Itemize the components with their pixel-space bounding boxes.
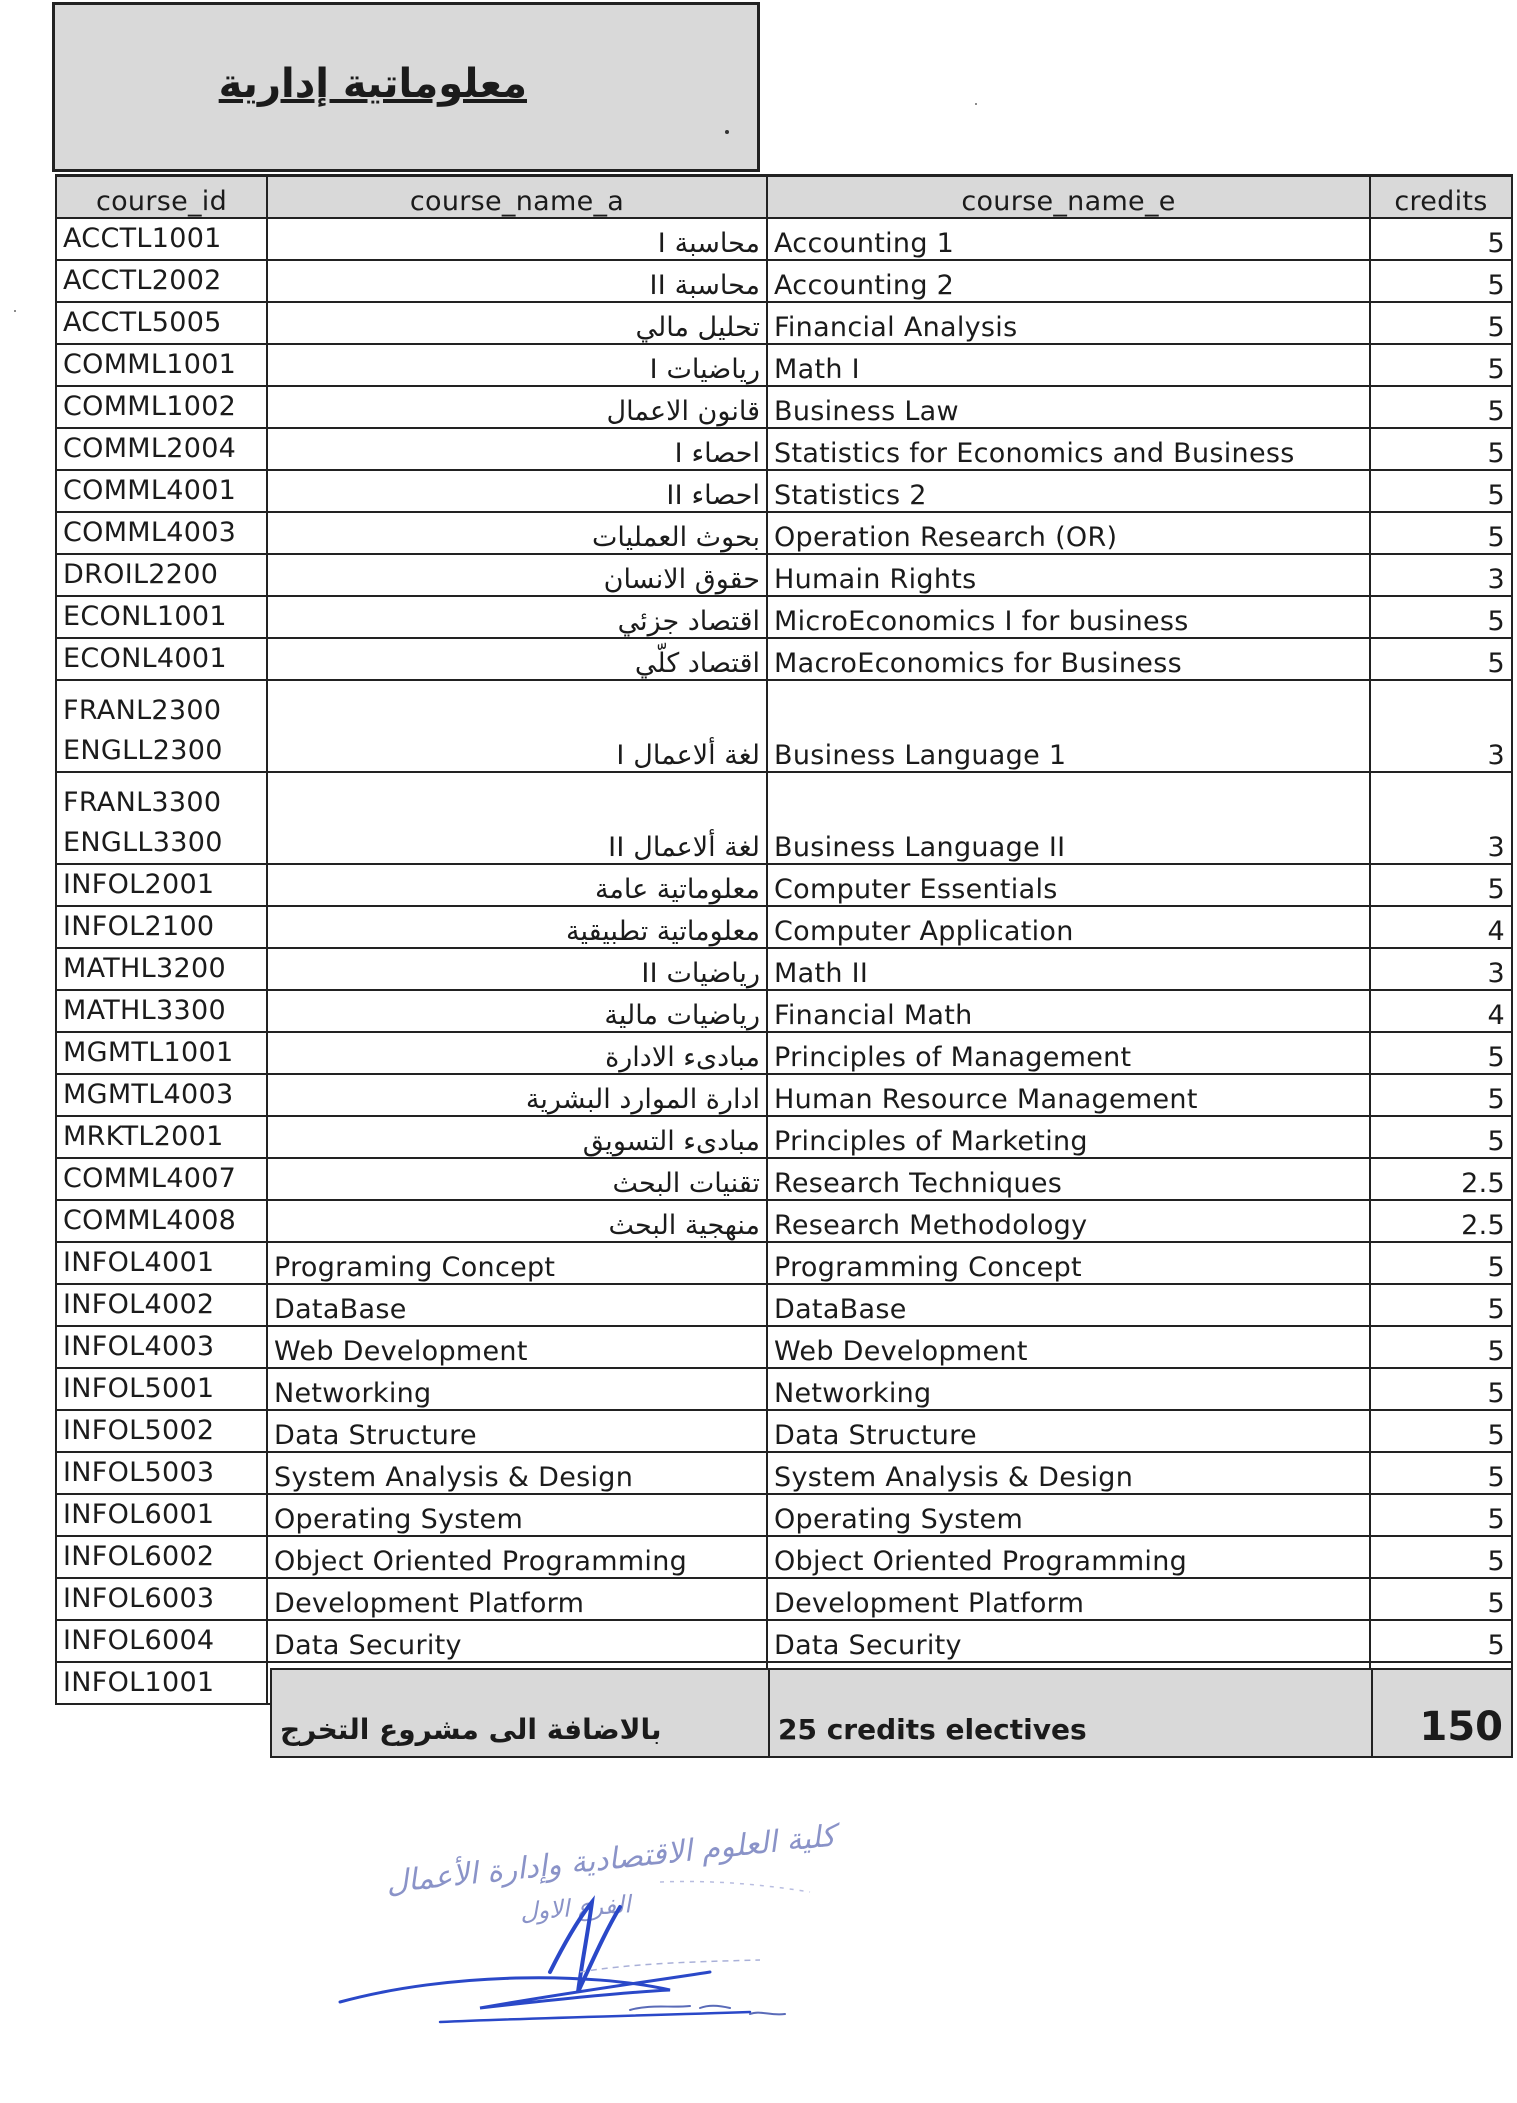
course-id: FRANL2300 xyxy=(63,694,222,726)
course-id: INFOL6002 xyxy=(63,1540,215,1572)
table-row xyxy=(56,1452,1512,1494)
course-id-cell xyxy=(56,1620,267,1662)
course-credits: 3 xyxy=(1370,772,1512,864)
course-name-english: Development Platform xyxy=(767,1578,1370,1620)
table-row xyxy=(56,680,1512,772)
course-id-cell xyxy=(56,470,267,512)
table-row xyxy=(56,1032,1512,1074)
course-name-arabic: حقوق الانسان xyxy=(267,554,767,596)
stamp-institution-text: كلية العلوم الاقتصادية وإدارة الأعمال xyxy=(384,1818,838,1901)
course-id-cell xyxy=(56,1284,267,1326)
course-credits: 3 xyxy=(1370,680,1512,772)
table-row xyxy=(56,1368,1512,1410)
course-id-cell xyxy=(56,218,267,260)
course-name-arabic: احصاء II xyxy=(267,470,767,512)
course-id-cell xyxy=(56,906,267,948)
course-name-arabic: System Analysis & Design xyxy=(267,1452,767,1494)
course-credits: 2.5 xyxy=(1370,1200,1512,1242)
course-name-arabic: محاسبة II xyxy=(267,260,767,302)
course-credits: 3 xyxy=(1370,554,1512,596)
header-course-name-e: course_name_e xyxy=(767,176,1370,218)
table-header-row xyxy=(56,176,1512,218)
course-id: INFOL4002 xyxy=(63,1288,215,1320)
table-row xyxy=(56,948,1512,990)
course-credits: 4 xyxy=(1370,990,1512,1032)
course-name-arabic: احصاء I xyxy=(267,428,767,470)
course-credits: 5 xyxy=(1370,260,1512,302)
course-name-english: Data Security xyxy=(767,1620,1370,1662)
course-id-cell xyxy=(56,1242,267,1284)
course-id-cell xyxy=(56,1158,267,1200)
course-name-arabic: Programing Concept xyxy=(267,1242,767,1284)
course-credits: 2.5 xyxy=(1370,1158,1512,1200)
course-id-cell xyxy=(56,772,267,864)
course-name-arabic: Object Oriented Programming xyxy=(267,1536,767,1578)
course-name-english: MacroEconomics for Business xyxy=(767,638,1370,680)
course-name-english: Financial Math xyxy=(767,990,1370,1032)
course-name-english: Research Methodology xyxy=(767,1200,1370,1242)
graduation-project-note: بالاضافة الى مشروع التخرج xyxy=(271,1669,769,1757)
course-id: ENGLL3300 xyxy=(63,826,223,858)
course-name-english: Statistics for Economics and Business xyxy=(767,428,1370,470)
course-id: INFOL2100 xyxy=(63,910,215,942)
course-credits: 5 xyxy=(1370,1494,1512,1536)
course-name-english: Principles of Management xyxy=(767,1032,1370,1074)
table-row xyxy=(56,386,1512,428)
course-credits: 5 xyxy=(1370,1326,1512,1368)
course-name-english: Computer Essentials xyxy=(767,864,1370,906)
course-id: COMML4003 xyxy=(63,516,237,548)
course-id-cell xyxy=(56,428,267,470)
course-id-cell xyxy=(56,1494,267,1536)
table-body xyxy=(56,218,1512,1704)
course-name-arabic: بحوث العمليات xyxy=(267,512,767,554)
decorative-dot xyxy=(725,130,729,134)
course-credits: 5 xyxy=(1370,1074,1512,1116)
course-id: INFOL5002 xyxy=(63,1414,215,1446)
course-id: INFOL4001 xyxy=(63,1246,215,1278)
course-id-cell xyxy=(56,990,267,1032)
course-name-english: Research Techniques xyxy=(767,1158,1370,1200)
course-id-cell xyxy=(56,386,267,428)
course-id: MGMTL4003 xyxy=(63,1078,234,1110)
table-row xyxy=(56,990,1512,1032)
table-row xyxy=(56,1158,1512,1200)
course-name-arabic: اقتصاد جزئي xyxy=(267,596,767,638)
course-id: ENGLL2300 xyxy=(63,734,223,766)
course-id: INFOL5003 xyxy=(63,1456,215,1488)
course-credits: 5 xyxy=(1370,864,1512,906)
course-id-cell xyxy=(56,260,267,302)
course-id: ACCTL1001 xyxy=(63,222,222,254)
course-id: FRANL3300 xyxy=(63,786,222,818)
course-name-english: Operating System xyxy=(767,1494,1370,1536)
course-id-cell xyxy=(56,680,267,772)
course-id-cell xyxy=(56,596,267,638)
course-credits: 5 xyxy=(1370,512,1512,554)
summary-table xyxy=(270,1668,1513,1758)
table-row xyxy=(56,1578,1512,1620)
course-credits: 5 xyxy=(1370,1116,1512,1158)
table-row xyxy=(56,1242,1512,1284)
course-credits: 5 xyxy=(1370,1032,1512,1074)
course-name-english: Business Law xyxy=(767,386,1370,428)
course-name-english: Math I xyxy=(767,344,1370,386)
course-name-arabic: Web Development xyxy=(267,1326,767,1368)
stamp-branch-text: الفرع الاول xyxy=(519,1890,632,1926)
course-credits: 5 xyxy=(1370,302,1512,344)
course-id-cell xyxy=(56,344,267,386)
table-row xyxy=(56,554,1512,596)
course-id-cell xyxy=(56,1536,267,1578)
course-name-arabic: تقنيات البحث xyxy=(267,1158,767,1200)
course-credits: 5 xyxy=(1370,1578,1512,1620)
signature-icon xyxy=(330,1822,850,2062)
header-course-name-a: course_name_a xyxy=(267,176,767,218)
course-id: ECONL1001 xyxy=(63,600,227,632)
course-credits: 5 xyxy=(1370,344,1512,386)
course-name-arabic: ادارة الموارد البشرية xyxy=(267,1074,767,1116)
course-name-arabic: مبادىء التسويق xyxy=(267,1116,767,1158)
course-credits: 5 xyxy=(1370,1620,1512,1662)
table-row xyxy=(56,864,1512,906)
course-credits: 3 xyxy=(1370,948,1512,990)
course-name-arabic: لغة ألاعمال I xyxy=(267,680,767,772)
course-credits: 4 xyxy=(1370,906,1512,948)
course-id: MATHL3300 xyxy=(63,994,226,1026)
course-name-english: Statistics 2 xyxy=(767,470,1370,512)
course-id-cell xyxy=(56,554,267,596)
page-title: معلوماتية إدارية xyxy=(218,61,527,107)
course-id: ACCTL5005 xyxy=(63,306,222,338)
course-id-cell xyxy=(56,1200,267,1242)
course-name-arabic: Data Security xyxy=(267,1620,767,1662)
summary-row xyxy=(271,1669,1512,1757)
table-row xyxy=(56,1116,1512,1158)
header-credits: credits xyxy=(1370,176,1512,218)
course-credits: 5 xyxy=(1370,1242,1512,1284)
course-id: COMML4008 xyxy=(63,1204,237,1236)
course-credits: 5 xyxy=(1370,1452,1512,1494)
course-name-english: Humain Rights xyxy=(767,554,1370,596)
stamp-signature xyxy=(330,1818,850,2062)
table-row xyxy=(56,1410,1512,1452)
electives-note: 25 credits electives xyxy=(769,1669,1372,1757)
table-row xyxy=(56,1494,1512,1536)
course-credits: 5 xyxy=(1370,638,1512,680)
course-name-arabic: Development Platform xyxy=(267,1578,767,1620)
course-name-arabic: منهجية البحث xyxy=(267,1200,767,1242)
course-id-cell xyxy=(56,302,267,344)
course-id-cell xyxy=(56,1410,267,1452)
table-row xyxy=(56,1536,1512,1578)
table-row xyxy=(56,302,1512,344)
course-name-english: Computer Application xyxy=(767,906,1370,948)
course-name-arabic: Operating System xyxy=(267,1494,767,1536)
table-row xyxy=(56,596,1512,638)
course-id: INFOL2001 xyxy=(63,868,215,900)
table-row xyxy=(56,638,1512,680)
course-id-cell xyxy=(56,948,267,990)
course-id-cell xyxy=(56,1116,267,1158)
course-name-english: Data Structure xyxy=(767,1410,1370,1452)
course-name-english: MicroEconomics I for business xyxy=(767,596,1370,638)
course-credits: 5 xyxy=(1370,1410,1512,1452)
course-credits: 5 xyxy=(1370,596,1512,638)
course-id: MATHL3200 xyxy=(63,952,226,984)
course-id: INFOL1001 xyxy=(63,1666,215,1698)
course-id: INFOL6003 xyxy=(63,1582,215,1614)
course-id-cell xyxy=(56,638,267,680)
course-id: COMML1002 xyxy=(63,390,237,422)
course-name-english: Human Resource Management xyxy=(767,1074,1370,1116)
course-id-cell xyxy=(56,864,267,906)
course-credits: 5 xyxy=(1370,1368,1512,1410)
course-id: INFOL6004 xyxy=(63,1624,215,1656)
course-name-english: System Analysis & Design xyxy=(767,1452,1370,1494)
course-name-english: Accounting 2 xyxy=(767,260,1370,302)
course-id: INFOL6001 xyxy=(63,1498,215,1530)
course-name-arabic: تحليل مالي xyxy=(267,302,767,344)
course-id: INFOL4003 xyxy=(63,1330,215,1362)
course-name-arabic: DataBase xyxy=(267,1284,767,1326)
course-name-arabic: معلوماتية عامة xyxy=(267,864,767,906)
course-name-english: Business Language 1 xyxy=(767,680,1370,772)
course-id: COMML1001 xyxy=(63,348,237,380)
course-name-english: Networking xyxy=(767,1368,1370,1410)
course-id-cell xyxy=(56,512,267,554)
table-row xyxy=(56,1074,1512,1116)
course-name-english: Math II xyxy=(767,948,1370,990)
scan-speck xyxy=(14,310,16,312)
course-id-cell xyxy=(56,1578,267,1620)
course-name-arabic: محاسبة I xyxy=(267,218,767,260)
course-name-arabic: اقتصاد كلّي xyxy=(267,638,767,680)
course-credits: 5 xyxy=(1370,428,1512,470)
scan-speck xyxy=(975,103,977,105)
table-row xyxy=(56,906,1512,948)
table-row xyxy=(56,1284,1512,1326)
course-id-cell xyxy=(56,1452,267,1494)
courses-table xyxy=(55,174,1513,1705)
table-row xyxy=(56,772,1512,864)
course-name-arabic: رياضيات I xyxy=(267,344,767,386)
course-name-english: Web Development xyxy=(767,1326,1370,1368)
table-row xyxy=(56,470,1512,512)
course-name-arabic: مبادىء الادارة xyxy=(267,1032,767,1074)
course-name-arabic: قانون الاعمال xyxy=(267,386,767,428)
course-name-arabic: Networking xyxy=(267,1368,767,1410)
course-name-arabic: Data Structure xyxy=(267,1410,767,1452)
course-id: ACCTL2002 xyxy=(63,264,222,296)
course-name-arabic: رياضيات II xyxy=(267,948,767,990)
course-name-english: Operation Research (OR) xyxy=(767,512,1370,554)
course-id: ECONL4001 xyxy=(63,642,227,674)
header-course-id: course_id xyxy=(56,176,267,218)
course-name-arabic: معلوماتية تطبيقية xyxy=(267,906,767,948)
course-id-cell xyxy=(56,1368,267,1410)
course-credits: 5 xyxy=(1370,218,1512,260)
table-row xyxy=(56,1620,1512,1662)
total-credits: 150 xyxy=(1372,1669,1512,1757)
course-name-arabic: لغة ألاعمال II xyxy=(267,772,767,864)
table-row xyxy=(56,344,1512,386)
course-id: COMML4007 xyxy=(63,1162,237,1194)
course-name-english: Business Language II xyxy=(767,772,1370,864)
course-credits: 5 xyxy=(1370,386,1512,428)
course-name-english: DataBase xyxy=(767,1284,1370,1326)
course-name-english: Principles of Marketing xyxy=(767,1116,1370,1158)
table-row xyxy=(56,260,1512,302)
course-id-cell xyxy=(56,1326,267,1368)
course-name-arabic: رياضيات مالية xyxy=(267,990,767,1032)
course-id: COMML2004 xyxy=(63,432,237,464)
course-name-english: Programming Concept xyxy=(767,1242,1370,1284)
course-credits: 5 xyxy=(1370,1536,1512,1578)
table-row xyxy=(56,1326,1512,1368)
course-name-english: Object Oriented Programming xyxy=(767,1536,1370,1578)
course-credits: 5 xyxy=(1370,470,1512,512)
course-name-english: Financial Analysis xyxy=(767,302,1370,344)
course-id-cell xyxy=(56,1662,267,1704)
course-id: COMML4001 xyxy=(63,474,237,506)
table-row xyxy=(56,1200,1512,1242)
course-id: DROIL2200 xyxy=(63,558,219,590)
table-row xyxy=(56,428,1512,470)
course-credits: 5 xyxy=(1370,1284,1512,1326)
table-row xyxy=(56,218,1512,260)
title-box xyxy=(52,2,760,172)
course-id: INFOL5001 xyxy=(63,1372,215,1404)
course-id-cell xyxy=(56,1032,267,1074)
course-id: MGMTL1001 xyxy=(63,1036,234,1068)
table-row xyxy=(56,512,1512,554)
course-name-english: Accounting 1 xyxy=(767,218,1370,260)
course-id: MRKTL2001 xyxy=(63,1120,224,1152)
course-id-cell xyxy=(56,1074,267,1116)
